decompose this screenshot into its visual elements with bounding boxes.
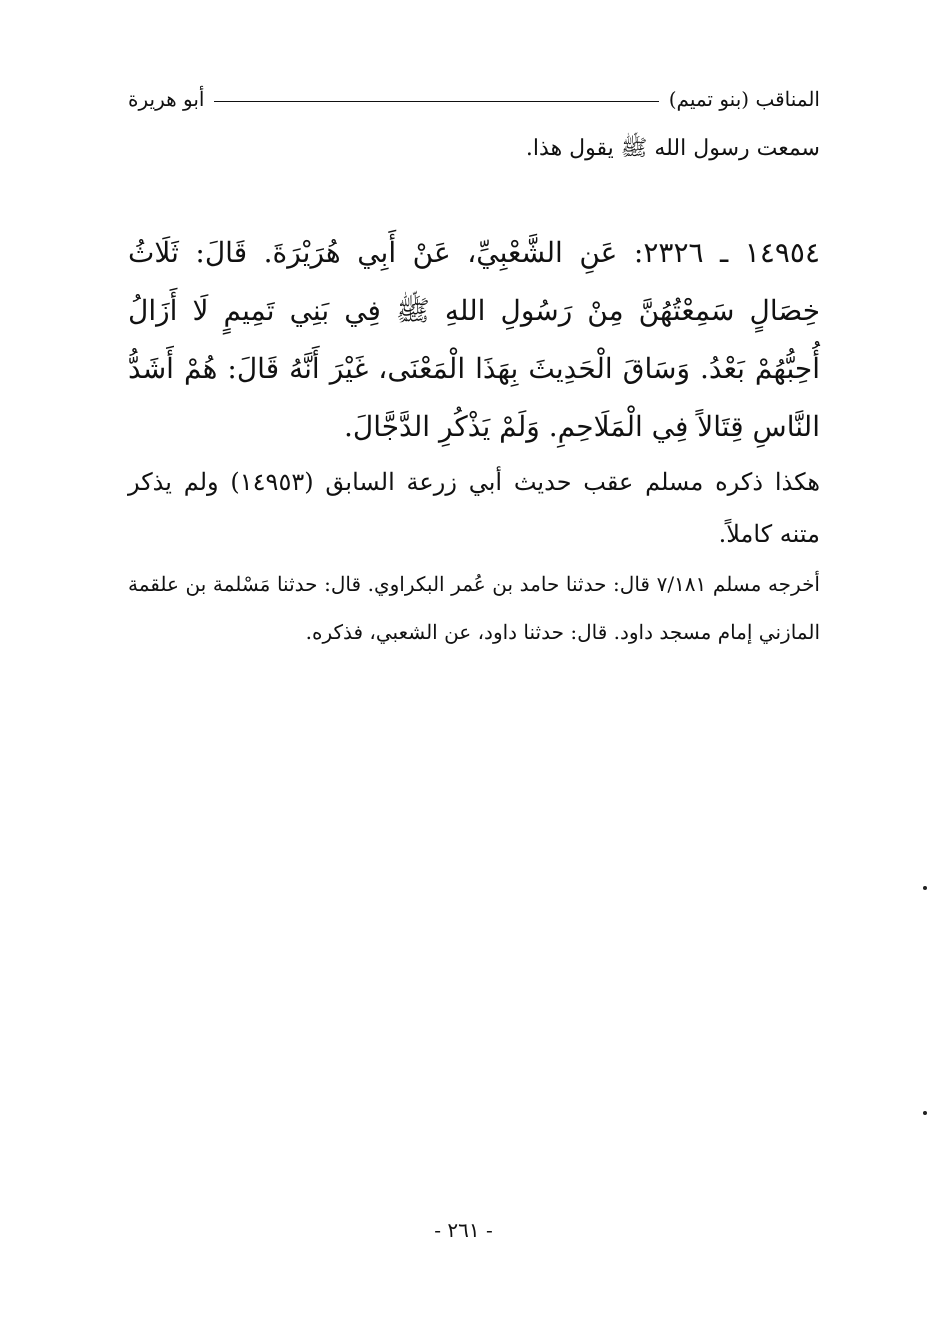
header-narrator-name: أبو هريرة — [128, 87, 205, 111]
scan-speck — [923, 886, 927, 890]
header-rule — [214, 101, 658, 102]
editor-note: هكذا ذكره مسلم عقب حديث أبي زرعة السابق (١٤٩٥٣) ولم يذكر متنه كاملاً. — [128, 468, 820, 548]
takhrij-footnote: أخرجه مسلم ٧/١٨١ قال: حدثنا حامد بن عُمر البكراوي. قال: حدثنا مَسْلمة بن علقمة المازني إمام مسجد داود. قال: حدثنا داود، عن الشعبي، فذكره. — [128, 572, 820, 644]
running-header — [128, 84, 820, 114]
hadith-text: ١٤٩٥٤ ـ ٢٣٢٦: عَنِ الشَّعْبِيِّ، عَنْ أَبِي هُرَيْرَةَ. قَالَ: ثَلَاثُ خِصَالٍ سَمِعْتُهُنَّ مِنْ رَسُولِ اللهِ ﷺ فِي بَنِي تَمِيمٍ لَا أَزَالُ أُحِبُّهُمْ بَعْدُ. وَسَاقَ الْحَدِيثَ بِهَذَا الْمَعْنَى، غَيْرَ أَنَّهُ قَالَ: هُمْ أَشَدُّ النَّاسِ قِتَالاً فِي الْمَلَاحِمِ. وَلَمْ يَذْكُرِ الدَّجَّالَ. — [128, 236, 820, 443]
header-chapter-title: المناقب (بنو تميم) — [668, 87, 820, 111]
continuation-text: سمعت رسول الله ﷺ يقول هذا. — [525, 136, 820, 161]
page-number: - ٢٦١ - — [434, 1218, 493, 1242]
scan-speck — [923, 1111, 927, 1115]
